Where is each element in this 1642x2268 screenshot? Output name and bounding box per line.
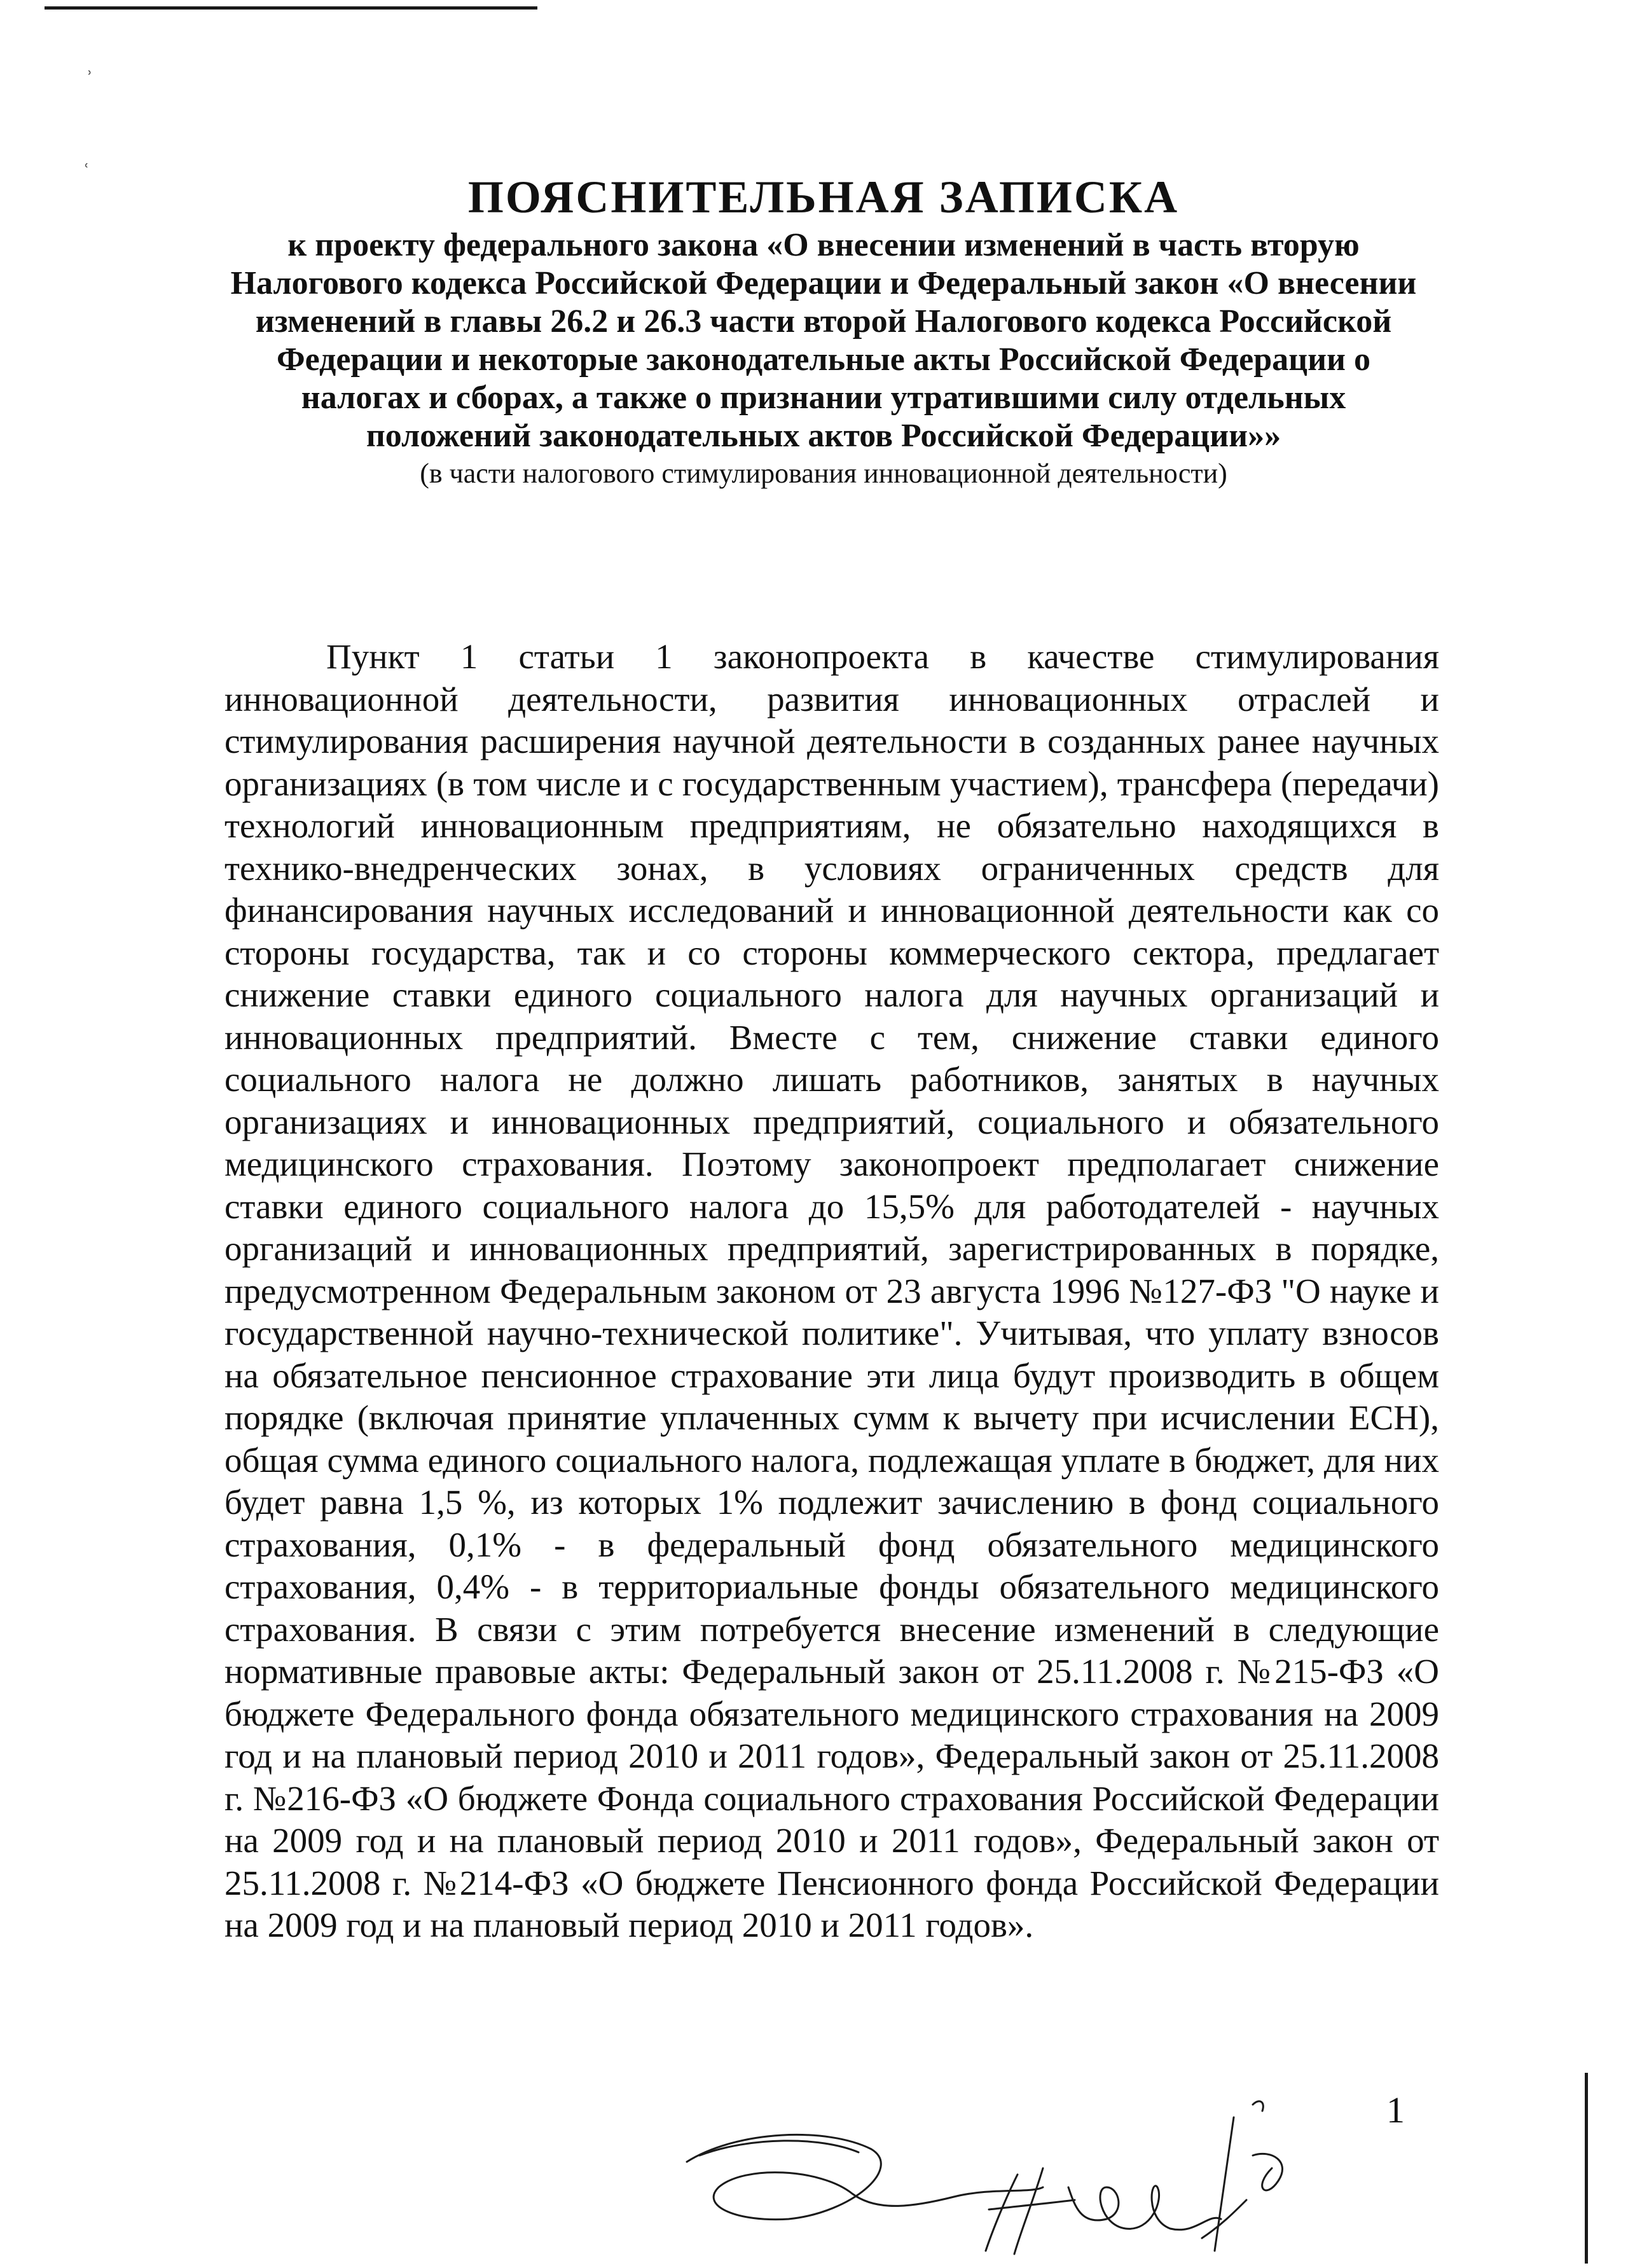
scan-edge-line: [45, 6, 537, 10]
document-header: [191, 170, 1456, 491]
page-number: 1: [1386, 2089, 1405, 2131]
document-body: Пункт 1 статьи 1 законопроекта в качестве стимулирования инновационной деятельности, развития инновационных отраслей и стимулирования расширения научной деятельности в созданных ранее научных организациях (в том числе и с государственным участием), трансфера (передачи) технологий инновационным предприятиям, не обязательно находящихся в технико-внедренческих зонах, в условиях ограниченных средств для финансирования научных исследований и инновационной деятельности как со стороны государства, так и со стороны коммерческого сектора, предлагает снижение ставки единого социального налога для научных организаций и инновационных предприятий. Вместе с тем, снижение ставки единого социального налога не должно лишать работников, занятых в научных организациях и инновационных предприятий, социального и обязательного медицинского страхования. Поэтому законопроект предполагает снижение ставки единого социального налога до 15,5% для работодателей - научных организаций и инновационных предприятий, зарегистрированных в порядке, предусмотренном Федеральным законом от 23 августа 1996 №127-ФЗ "О науке и государственной научно-технической политике". Учитывая, что уплату взносов на обязательное пенсионное страхование эти лица будут производить в общем порядке (включая принятие уплаченных сумм к вычету при исчислении ЕСН), общая сумма единого социального налога, подлежащая уплате в бюджет, для них будет равна 1,5 %, из которых 1% подлежит зачислению в фонд социального страхования, 0,1% - в федеральный фонд обязательного медицинского страхования, 0,4% - в территориальные фонды обязательного медицинского страхования. В связи с этим потребуется внесение изменений в следующие нормативные правовые акты: Федеральный закон от 25.11.2008 г. №215-ФЗ «О бюджете Федерального фонда обязательного медицинского страхования на 2009 год и на плановый период 2010 и 2011 годов», Федеральный закон от 25.11.2008 г. №216-ФЗ «О бюджете Фонда социального страхования Российской Федерации на 2009 год и на плановый период 2010 и 2011 годов», Федеральный закон от 25.11.2008 г. №214-ФЗ «О бюджете Пенсионного фонда Российской Федерации на 2009 год и на плановый период 2010 и 2011 годов».: [224, 637, 1439, 1944]
document-title: ПОЯСНИТЕЛЬНАЯ ЗАПИСКА: [467, 172, 1180, 223]
document-subtitle: к проекту федерального закона «О внесении изменений в часть вторую Налогового кодекса Российской Федерации и Федеральный закон «О внесении изменений в главы 26.2 и 26.3 части второй Налогового кодекса Российской Федерации и некоторые законодательные акты Российской Федерации о налогах и сборах, а также о признании утратившими силу отдельных положений законодательных актов Российской Федерации»»: [230, 227, 1417, 454]
scan-speck: ˓: [83, 150, 90, 174]
signature-icon: [661, 2089, 1425, 2264]
scan-margin-mark: [1585, 2073, 1588, 2264]
scan-speck: ˒: [86, 57, 93, 81]
document-note: (в части налогового стимулирования инновационной деятельности): [420, 458, 1227, 489]
